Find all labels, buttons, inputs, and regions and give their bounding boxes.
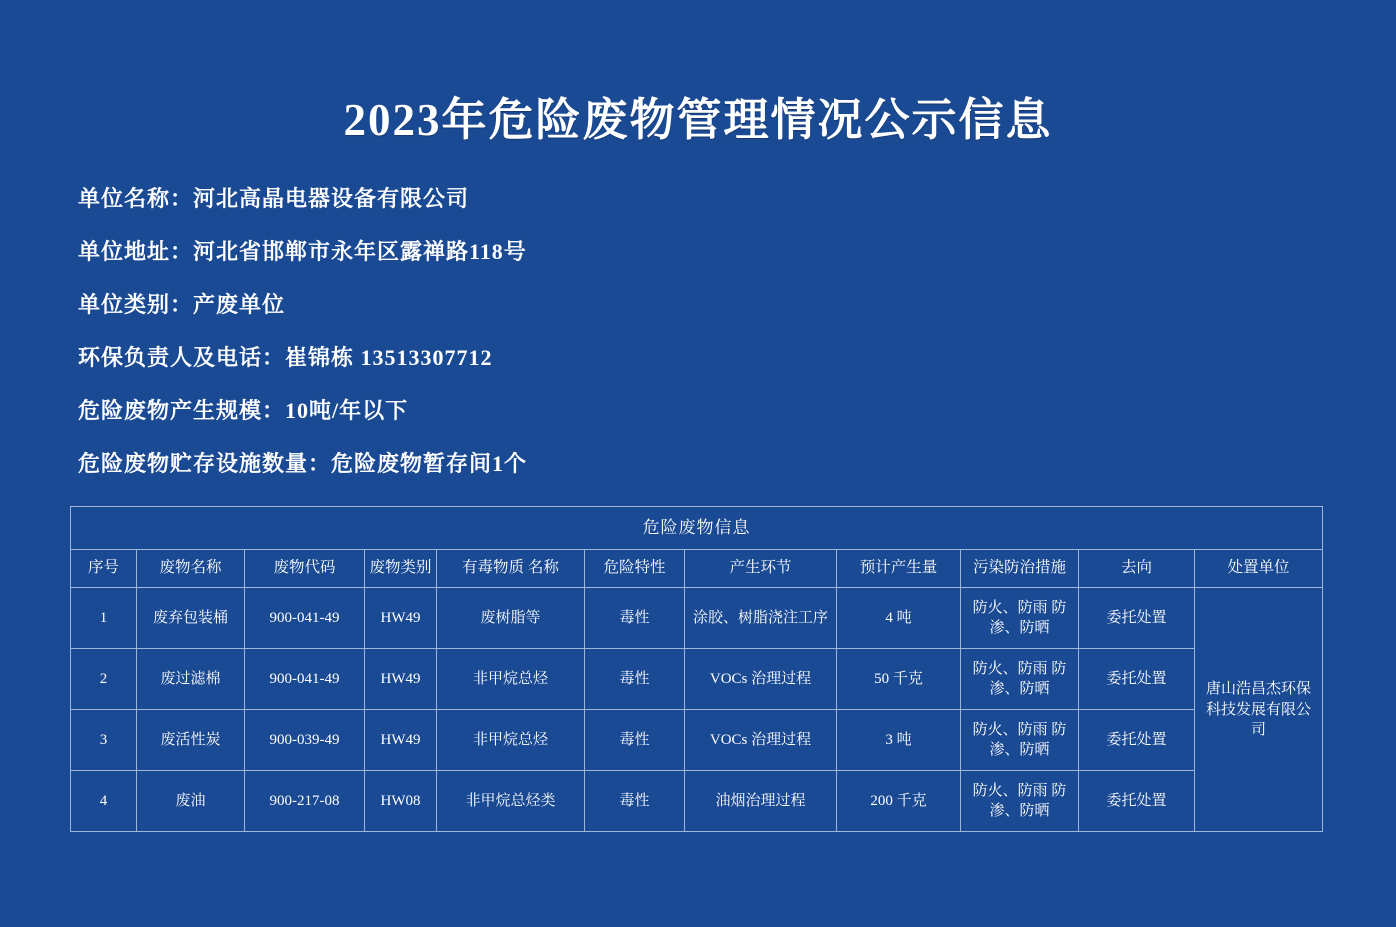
cell-waste-name: 废油 [137,771,245,832]
cell-generation-stage: 涂胶、树脂浇注工序 [685,588,837,649]
cell-waste-category: HW49 [365,710,437,771]
cell-waste-code: 900-041-49 [245,649,365,710]
header-estimated-amount: 预计产生量 [837,550,961,588]
cell-waste-code: 900-217-08 [245,771,365,832]
cell-waste-name: 废弃包装桶 [137,588,245,649]
cell-toxic-substance: 废树脂等 [437,588,585,649]
cell-estimated-amount: 3 吨 [837,710,961,771]
cell-no: 3 [71,710,137,771]
table-caption-row [71,506,1323,550]
cell-waste-name: 废过滤棉 [137,649,245,710]
cell-no: 4 [71,771,137,832]
cell-estimated-amount: 4 吨 [837,588,961,649]
header-disposal-unit: 处置单位 [1195,550,1323,588]
cell-pollution-control: 防火、防雨 防渗、防晒 [961,771,1079,832]
header-toxic-substance: 有毒物质 名称 [437,550,585,588]
table-header-row [71,550,1323,588]
meta-company-category: 单位类别：产废单位 [78,291,286,317]
company-info-block [70,185,1326,476]
meta-waste-scale: 危险废物产生规模：10吨/年以下 [78,397,409,423]
page-title: 2023年危险废物管理情况公示信息 [343,95,1053,145]
cell-hazard-property: 毒性 [585,588,685,649]
cell-hazard-property: 毒性 [585,649,685,710]
table-row [71,649,1323,710]
cell-generation-stage: 油烟治理过程 [685,771,837,832]
table-row [71,771,1323,832]
table-row [71,710,1323,771]
cell-toxic-substance: 非甲烷总烃 [437,649,585,710]
cell-pollution-control: 防火、防雨 防渗、防晒 [961,649,1079,710]
hazardous-waste-table-wrap [70,506,1326,833]
hazardous-waste-table [70,506,1323,833]
header-waste-code: 废物代码 [245,550,365,588]
cell-generation-stage: VOCs 治理过程 [685,710,837,771]
table-caption: 危险废物信息 [71,506,1323,550]
meta-company-name: 单位名称：河北高晶电器设备有限公司 [78,185,470,211]
header-waste-category: 废物类别 [365,550,437,588]
cell-toxic-substance: 非甲烷总烃 [437,710,585,771]
cell-waste-code: 900-039-49 [245,710,365,771]
cell-pollution-control: 防火、防雨 防渗、防晒 [961,710,1079,771]
cell-no: 2 [71,649,137,710]
cell-destination: 委托处置 [1079,588,1195,649]
meta-contact-person: 环保负责人及电话：崔锦栋 13513307712 [78,344,493,370]
header-hazard-property: 危险特性 [585,550,685,588]
cell-pollution-control: 防火、防雨 防渗、防晒 [961,588,1079,649]
meta-company-address: 单位地址：河北省邯郸市永年区露禅路118号 [78,238,527,264]
cell-destination: 委托处置 [1079,771,1195,832]
header-no: 序号 [71,550,137,588]
cell-estimated-amount: 50 千克 [837,649,961,710]
cell-destination: 委托处置 [1079,649,1195,710]
cell-waste-category: HW08 [365,771,437,832]
cell-hazard-property: 毒性 [585,771,685,832]
cell-hazard-property: 毒性 [585,710,685,771]
cell-waste-code: 900-041-49 [245,588,365,649]
cell-disposal-unit: 唐山浩昌杰环保科技发展有限公司 [1195,588,1323,832]
header-generation-stage: 产生环节 [685,550,837,588]
header-waste-name: 废物名称 [137,550,245,588]
cell-estimated-amount: 200 千克 [837,771,961,832]
cell-toxic-substance: 非甲烷总烃类 [437,771,585,832]
cell-waste-name: 废活性炭 [137,710,245,771]
cell-no: 1 [71,588,137,649]
cell-generation-stage: VOCs 治理过程 [685,649,837,710]
header-destination: 去向 [1079,550,1195,588]
cell-destination: 委托处置 [1079,710,1195,771]
meta-storage-facility-count: 危险废物贮存设施数量：危险废物暂存间1个 [78,450,528,476]
cell-waste-category: HW49 [365,588,437,649]
table-row [71,588,1323,649]
header-pollution-control: 污染防治措施 [961,550,1079,588]
cell-waste-category: HW49 [365,649,437,710]
